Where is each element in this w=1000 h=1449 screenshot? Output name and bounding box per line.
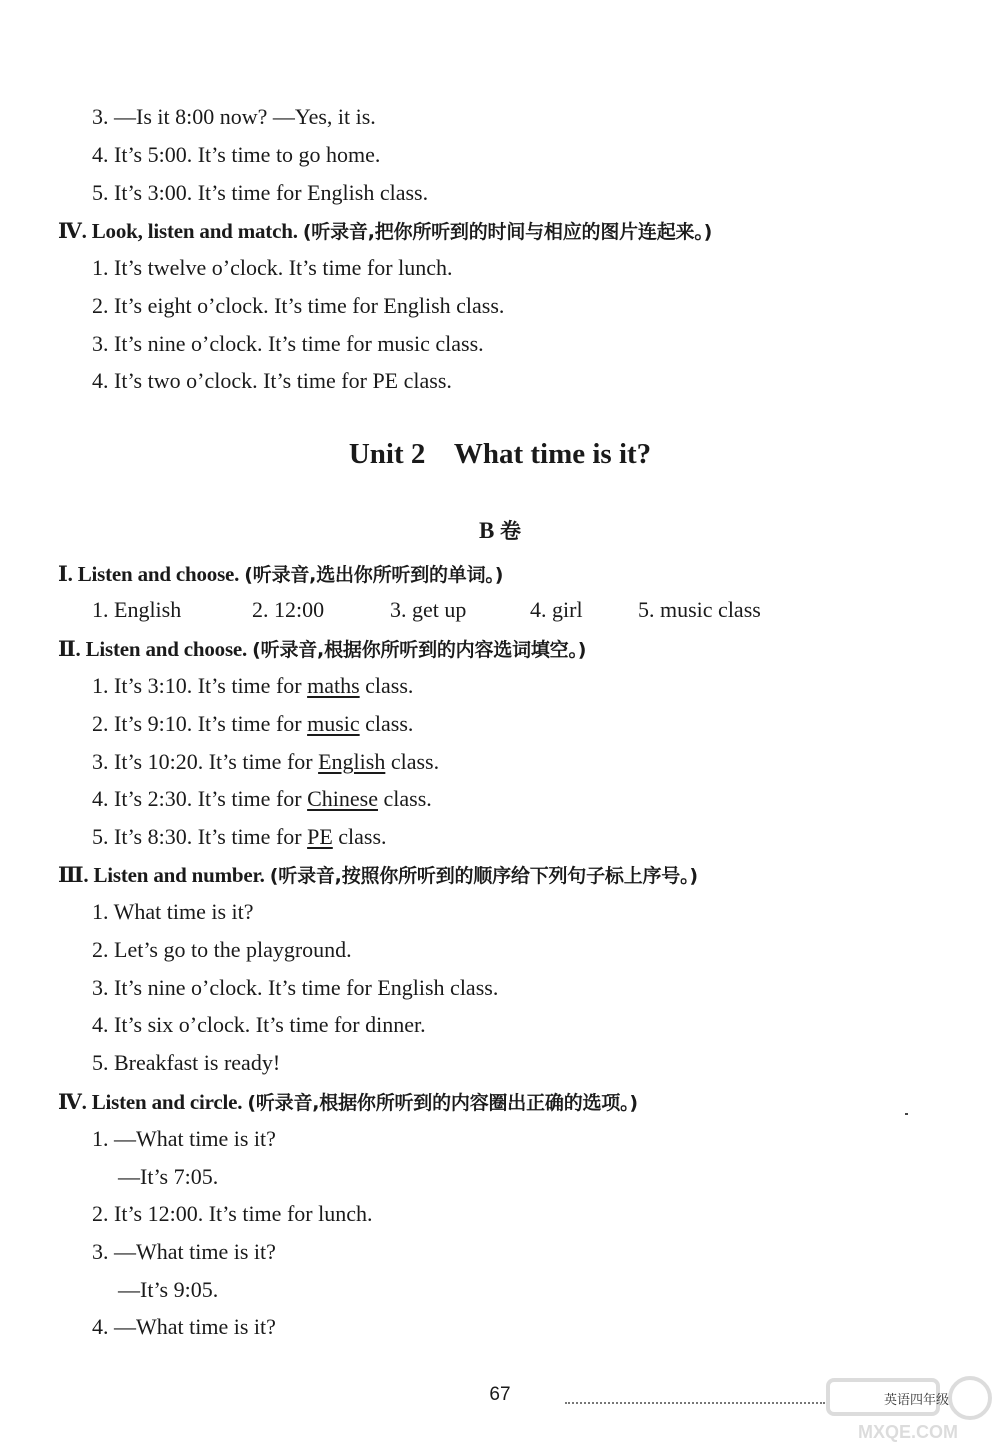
unit-title xyxy=(0,436,1000,472)
section-heading-zh: (听录音,按照你所听到的顺序给下列句子标上序号。) xyxy=(269,865,698,887)
watermark-text: MXQE.COM xyxy=(857,1422,959,1442)
answer-line: 5. Breakfast is ready! xyxy=(92,1050,281,1075)
section-heading-en: Ⅱ. Listen and choose. xyxy=(58,637,248,661)
unit-number: Unit 2 xyxy=(348,438,426,470)
answer-line: 1. What time is it? xyxy=(92,899,254,924)
section-heading-en: Ⅲ. Listen and number. xyxy=(58,863,265,887)
word-item: 5. music class xyxy=(638,597,761,622)
answer-line: 4. It’s two o’clock. It’s time for PE class. xyxy=(92,368,452,393)
section-label xyxy=(0,516,1000,546)
footer-dotted-rule xyxy=(565,1402,825,1404)
answer-line: —It’s 7:05. xyxy=(118,1164,219,1189)
page-number: 67 xyxy=(489,1384,511,1405)
fill-in-answer: maths xyxy=(307,673,360,698)
answer-line: 1. —What time is it? xyxy=(92,1126,276,1151)
answer-line: 4. It’s six o’clock. It’s time for dinner. xyxy=(92,1012,426,1037)
section-heading-en: Ⅳ. Look, listen and match. xyxy=(58,219,298,243)
section-heading-en: Ⅰ. Listen and choose. xyxy=(58,562,240,586)
fill-in-suffix: class. xyxy=(332,824,387,849)
word-item: 3. get up xyxy=(390,597,467,622)
section-label-zh: 卷 xyxy=(500,519,522,543)
watermark-box xyxy=(828,1380,938,1414)
fill-in-answer: Chinese xyxy=(307,786,378,811)
book-label: 英语四年级 xyxy=(884,1393,950,1408)
answer-line: 1. It’s twelve o’clock. It’s time for lunch. xyxy=(92,255,453,280)
fill-in-answer: English xyxy=(318,749,386,774)
answer-line: 3. —Is it 8:00 now? —Yes, it is. xyxy=(92,104,376,129)
watermark-ring xyxy=(950,1378,990,1418)
answer-line: 4. It’s 5:00. It’s time to go home. xyxy=(92,142,381,167)
answer-line: 2. It’s 12:00. It’s time for lunch. xyxy=(92,1201,373,1226)
section-heading-zh: (听录音,选出你所听到的单词。) xyxy=(244,564,504,586)
word-item: 4. girl xyxy=(530,597,583,622)
fill-in-line xyxy=(92,822,387,852)
section-heading xyxy=(58,1087,638,1118)
answer-line: 5. It’s 3:00. It’s time for English class. xyxy=(92,180,429,205)
fill-in-prefix: 4. It’s 2:30. It’s time for xyxy=(92,786,308,811)
fill-in-line xyxy=(92,671,413,701)
fill-in-suffix: class. xyxy=(377,786,432,811)
section-heading xyxy=(58,634,586,665)
fill-in-line xyxy=(92,747,439,777)
fill-in-suffix: class. xyxy=(359,673,414,698)
fill-in-prefix: 3. It’s 10:20. It’s time for xyxy=(92,749,319,774)
section-heading xyxy=(58,216,712,247)
scan-speck xyxy=(905,1113,908,1115)
section-heading-en: Ⅳ. Listen and circle. xyxy=(58,1090,243,1114)
answer-line: 2. It’s eight o’clock. It’s time for English class. xyxy=(92,293,505,318)
unit-name: What time is it? xyxy=(453,438,652,470)
answer-line: 2. Let’s go to the playground. xyxy=(92,937,352,962)
watermark-logo xyxy=(820,1370,995,1445)
section-label-letter: B xyxy=(478,518,495,543)
fill-in-prefix: 1. It’s 3:10. It’s time for xyxy=(92,673,308,698)
section-heading-zh: (听录音,把你所听到的时间与相应的图片连起来。) xyxy=(302,221,713,243)
section-heading-zh: (听录音,根据你所听到的内容选词填空。) xyxy=(252,639,587,661)
fill-in-suffix: class. xyxy=(359,711,414,736)
fill-in-prefix: 5. It’s 8:30. It’s time for xyxy=(92,824,308,849)
word-list xyxy=(92,595,761,625)
answer-line: 3. It’s nine o’clock. It’s time for English class. xyxy=(92,975,499,1000)
answer-line: 3. It’s nine o’clock. It’s time for music class. xyxy=(92,331,484,356)
section-heading xyxy=(58,559,503,590)
fill-in-answer: music xyxy=(307,711,360,736)
word-item: 1. English xyxy=(92,597,182,622)
fill-in-answer: PE xyxy=(307,824,333,849)
fill-in-line xyxy=(92,709,413,739)
fill-in-line xyxy=(92,784,432,814)
section-heading-zh: (听录音,根据你所听到的内容圈出正确的选项。) xyxy=(247,1092,638,1114)
answer-line: 3. —What time is it? xyxy=(92,1239,276,1264)
fill-in-suffix: class. xyxy=(385,749,440,774)
answer-line: 4. —What time is it? xyxy=(92,1314,276,1339)
section-heading xyxy=(58,860,698,891)
answer-line: —It’s 9:05. xyxy=(118,1277,219,1302)
word-item: 2. 12:00 xyxy=(252,597,325,622)
fill-in-prefix: 2. It’s 9:10. It’s time for xyxy=(92,711,308,736)
